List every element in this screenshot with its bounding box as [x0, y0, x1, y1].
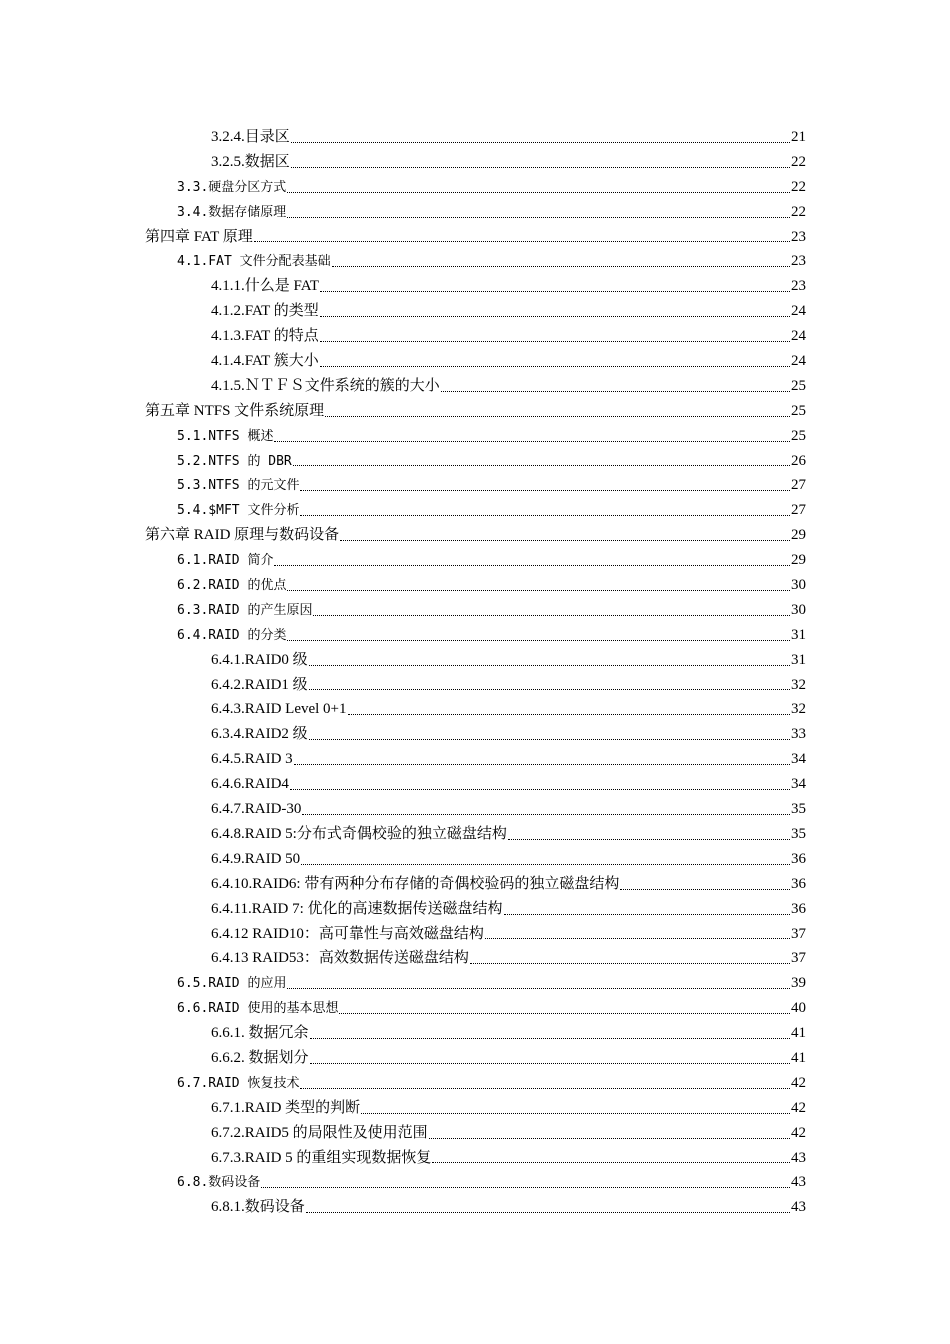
toc-entry[interactable]	[145, 996, 806, 1021]
toc-entry[interactable]	[145, 424, 806, 449]
dot-leader	[287, 988, 790, 989]
toc-entry-page-number: 26	[791, 452, 806, 469]
toc-entry[interactable]	[145, 374, 806, 399]
dot-leader	[287, 590, 790, 591]
toc-entry-page-number: 37	[791, 925, 806, 942]
toc-entry-title: 第六章 RAID 原理与数码设备	[145, 527, 340, 544]
toc-entry-page-number: 24	[791, 303, 806, 320]
dot-leader	[309, 665, 790, 666]
toc-entry-page-number: 23	[791, 253, 806, 270]
toc-entry-page-number: 41	[791, 1049, 806, 1066]
toc-entry[interactable]	[145, 399, 806, 424]
toc-entry[interactable]	[145, 1195, 806, 1220]
toc-entry[interactable]	[145, 150, 806, 175]
toc-entry-page-number: 25	[791, 402, 806, 419]
toc-entry[interactable]	[145, 1146, 806, 1171]
toc-entry[interactable]	[145, 1121, 806, 1146]
dot-leader	[291, 167, 790, 168]
toc-entry-title: 6.2.RAID 的优点	[177, 578, 287, 594]
toc-entry[interactable]	[145, 498, 806, 523]
dot-leader	[294, 764, 790, 765]
toc-entry-page-number: 35	[791, 825, 806, 842]
dot-leader	[287, 217, 790, 218]
toc-entry-page-number: 36	[791, 850, 806, 867]
toc-entry-title: 3.2.4.目录区	[211, 129, 290, 145]
toc-entry-page-number: 22	[791, 178, 806, 195]
toc-entry-title: 4.1.5.ＮＴＦＳ文件系统的簇的大小	[211, 377, 440, 394]
toc-entry[interactable]	[145, 1096, 806, 1121]
toc-entry-page-number: 36	[791, 900, 806, 917]
table-of-contents	[145, 125, 806, 1220]
dot-leader	[320, 291, 790, 292]
toc-entry[interactable]	[145, 623, 806, 648]
toc-entry-page-number: 42	[791, 1124, 806, 1141]
dot-leader	[274, 565, 790, 566]
toc-entry-title: 6.4.2.RAID1 级	[211, 676, 308, 693]
toc-entry-page-number: 34	[791, 751, 806, 768]
toc-entry-title: 6.4.6.RAID4	[211, 776, 289, 793]
dot-leader	[302, 814, 790, 815]
toc-entry-title: 3.2.5.数据区	[211, 153, 290, 170]
toc-entry-page-number: 27	[791, 477, 806, 494]
dot-leader	[508, 839, 790, 840]
toc-entry-page-number: 34	[791, 776, 806, 793]
toc-entry[interactable]	[145, 946, 806, 971]
toc-entry-title: 6.5.RAID 的应用	[177, 976, 287, 992]
toc-entry[interactable]	[145, 673, 806, 698]
dot-leader	[320, 341, 790, 342]
toc-entry[interactable]	[145, 125, 806, 150]
toc-entry-title: 6.7.RAID 恢复技术	[177, 1075, 300, 1091]
toc-entry[interactable]	[145, 1021, 806, 1046]
toc-entry[interactable]	[145, 573, 806, 598]
toc-entry-page-number: 37	[791, 950, 806, 967]
dot-leader	[361, 1113, 790, 1114]
toc-entry[interactable]	[145, 249, 806, 274]
toc-entry[interactable]	[145, 872, 806, 897]
toc-entry-page-number: 25	[791, 427, 806, 444]
dot-leader	[309, 689, 790, 690]
dot-leader	[332, 266, 790, 267]
toc-entry-title: 4.1.FAT 文件分配表基础	[177, 254, 331, 270]
toc-entry-title: 6.7.2.RAID5 的局限性及使用范围	[211, 1124, 428, 1141]
toc-entry[interactable]	[145, 473, 806, 498]
toc-entry-page-number: 31	[791, 651, 806, 668]
dot-leader	[320, 316, 790, 317]
toc-entry-title: 6.6.1. 数据冗余	[211, 1025, 309, 1042]
toc-entry-title: 6.1.RAID 简介	[177, 553, 274, 569]
toc-entry[interactable]	[145, 274, 806, 299]
dot-leader	[441, 391, 790, 392]
toc-entry-title: 6.4.3.RAID Level 0+1	[211, 701, 347, 718]
dot-leader	[287, 192, 790, 193]
toc-entry-page-number: 32	[791, 701, 806, 718]
toc-entry-title: 5.1.NTFS 概述	[177, 428, 274, 444]
dot-leader	[274, 441, 790, 442]
toc-entry-page-number: 29	[791, 527, 806, 544]
toc-entry[interactable]	[145, 175, 806, 200]
toc-entry-title: 6.6.2. 数据划分	[211, 1049, 309, 1066]
toc-entry-title: 6.4.1.RAID0 级	[211, 651, 308, 668]
toc-entry[interactable]	[145, 747, 806, 772]
toc-entry-page-number: 29	[791, 552, 806, 569]
dot-leader	[325, 416, 790, 417]
dot-leader	[293, 465, 790, 466]
toc-entry-page-number: 31	[791, 626, 806, 643]
toc-entry[interactable]	[145, 548, 806, 573]
toc-entry[interactable]	[145, 797, 806, 822]
toc-entry-page-number: 30	[791, 601, 806, 618]
toc-entry-page-number: 24	[791, 353, 806, 370]
toc-entry-title: 第五章 NTFS 文件系统原理	[145, 402, 325, 419]
toc-entry[interactable]	[145, 200, 806, 225]
toc-entry-title: 6.4.10.RAID6: 带有两种分布存储的奇偶校验码的独立磁盘结构	[211, 875, 620, 892]
toc-entry-page-number: 25	[791, 377, 806, 394]
dot-leader	[301, 864, 790, 865]
toc-entry[interactable]	[145, 847, 806, 872]
dot-leader	[291, 142, 790, 143]
toc-entry-title: 6.4.RAID 的分类	[177, 627, 287, 643]
toc-entry[interactable]	[145, 449, 806, 474]
toc-entry-title: 第四章 FAT 原理	[145, 228, 253, 245]
toc-entry[interactable]	[145, 598, 806, 623]
toc-entry-title: 6.3.RAID 的产生原因	[177, 602, 313, 618]
toc-entry-page-number: 42	[791, 1099, 806, 1116]
toc-entry-page-number: 43	[791, 1199, 806, 1216]
toc-entry-title: 4.1.2.FAT 的类型	[211, 303, 319, 320]
toc-entry-title: 6.4.8.RAID 5:分布式奇偶校验的独立磁盘结构	[211, 825, 507, 842]
toc-entry[interactable]	[145, 648, 806, 673]
toc-entry-title: 6.7.3.RAID 5 的重组实现数据恢复	[211, 1149, 432, 1166]
toc-entry-title: 3.3.硬盘分区方式	[177, 179, 287, 195]
toc-entry-title: 4.1.4.FAT 簇大小	[211, 353, 319, 370]
toc-entry-title: 6.4.9.RAID 50	[211, 850, 301, 867]
toc-entry-title: 3.4.数据存储原理	[177, 204, 287, 220]
toc-entry-title: 5.2.NTFS 的 DBR	[177, 453, 292, 469]
toc-entry[interactable]	[145, 299, 806, 324]
dot-leader	[620, 889, 790, 890]
toc-entry-title: 6.7.1.RAID 类型的判断	[211, 1099, 361, 1116]
toc-entry-page-number: 43	[791, 1174, 806, 1191]
toc-entry-page-number: 40	[791, 1000, 806, 1017]
toc-entry-title: 4.1.3.FAT 的特点	[211, 328, 319, 345]
toc-entry-page-number: 24	[791, 328, 806, 345]
toc-entry-title: 6.4.7.RAID-30	[211, 801, 302, 818]
toc-entry-title: 6.8.1.数码设备	[211, 1199, 305, 1216]
dot-leader	[309, 739, 790, 740]
toc-entry[interactable]	[145, 324, 806, 349]
toc-entry[interactable]	[145, 523, 806, 548]
toc-entry-title: 6.8.数码设备	[177, 1175, 261, 1191]
dot-leader	[254, 241, 790, 242]
dot-leader	[261, 1187, 790, 1188]
dot-leader	[313, 615, 790, 616]
toc-entry-page-number: 39	[791, 975, 806, 992]
dot-leader	[339, 1013, 790, 1014]
dot-leader	[290, 789, 790, 790]
toc-entry[interactable]	[145, 822, 806, 847]
dot-leader	[300, 515, 790, 516]
toc-entry[interactable]	[145, 971, 806, 996]
dot-leader	[432, 1162, 790, 1163]
toc-entry[interactable]	[145, 1170, 806, 1195]
toc-entry-page-number: 36	[791, 875, 806, 892]
toc-entry-page-number: 33	[791, 726, 806, 743]
dot-leader	[310, 1038, 790, 1039]
toc-entry[interactable]	[145, 922, 806, 947]
toc-entry-title: 6.4.13 RAID53：高效数据传送磁盘结构	[211, 950, 469, 967]
toc-entry-page-number: 41	[791, 1025, 806, 1042]
toc-entry-page-number: 23	[791, 278, 806, 295]
dot-leader	[320, 366, 790, 367]
dot-leader	[504, 914, 790, 915]
toc-entry-page-number: 42	[791, 1074, 806, 1091]
toc-entry[interactable]	[145, 772, 806, 797]
dot-leader	[348, 714, 790, 715]
toc-entry-page-number: 27	[791, 502, 806, 519]
toc-entry-page-number: 21	[791, 129, 806, 145]
toc-entry-page-number: 23	[791, 228, 806, 245]
toc-entry[interactable]	[145, 897, 806, 922]
toc-entry-title: 6.6.RAID 使用的基本思想	[177, 1001, 339, 1017]
toc-entry-title: 5.4.$MFT 文件分析	[177, 503, 300, 519]
toc-entry-page-number: 43	[791, 1149, 806, 1166]
toc-entry-page-number: 22	[791, 153, 806, 170]
toc-entry-title: 6.4.12 RAID10：高可靠性与高效磁盘结构	[211, 925, 484, 942]
toc-entry-page-number: 22	[791, 203, 806, 220]
toc-entry-title: 6.4.11.RAID 7: 优化的高速数据传送磁盘结构	[211, 900, 503, 917]
dot-leader	[340, 540, 790, 541]
toc-entry[interactable]	[145, 1046, 806, 1071]
toc-entry-title: 6.4.5.RAID 3	[211, 751, 293, 768]
dot-leader	[429, 1138, 790, 1139]
toc-entry[interactable]	[145, 722, 806, 747]
dot-leader	[310, 1063, 790, 1064]
toc-entry-title: 6.3.4.RAID2 级	[211, 726, 308, 743]
toc-entry-page-number: 32	[791, 676, 806, 693]
toc-entry-title: 4.1.1.什么是 FAT	[211, 278, 320, 295]
toc-entry-page-number: 35	[791, 801, 806, 818]
toc-entry[interactable]	[145, 697, 806, 722]
toc-entry[interactable]	[145, 225, 806, 250]
dot-leader	[287, 640, 790, 641]
dot-leader	[485, 938, 790, 939]
dot-leader	[300, 1088, 790, 1089]
dot-leader	[300, 490, 790, 491]
dot-leader	[306, 1212, 790, 1213]
toc-entry[interactable]	[145, 1071, 806, 1096]
toc-entry-title: 5.3.NTFS 的元文件	[177, 478, 300, 494]
toc-entry[interactable]	[145, 349, 806, 374]
toc-entry-page-number: 30	[791, 577, 806, 594]
dot-leader	[470, 963, 790, 964]
